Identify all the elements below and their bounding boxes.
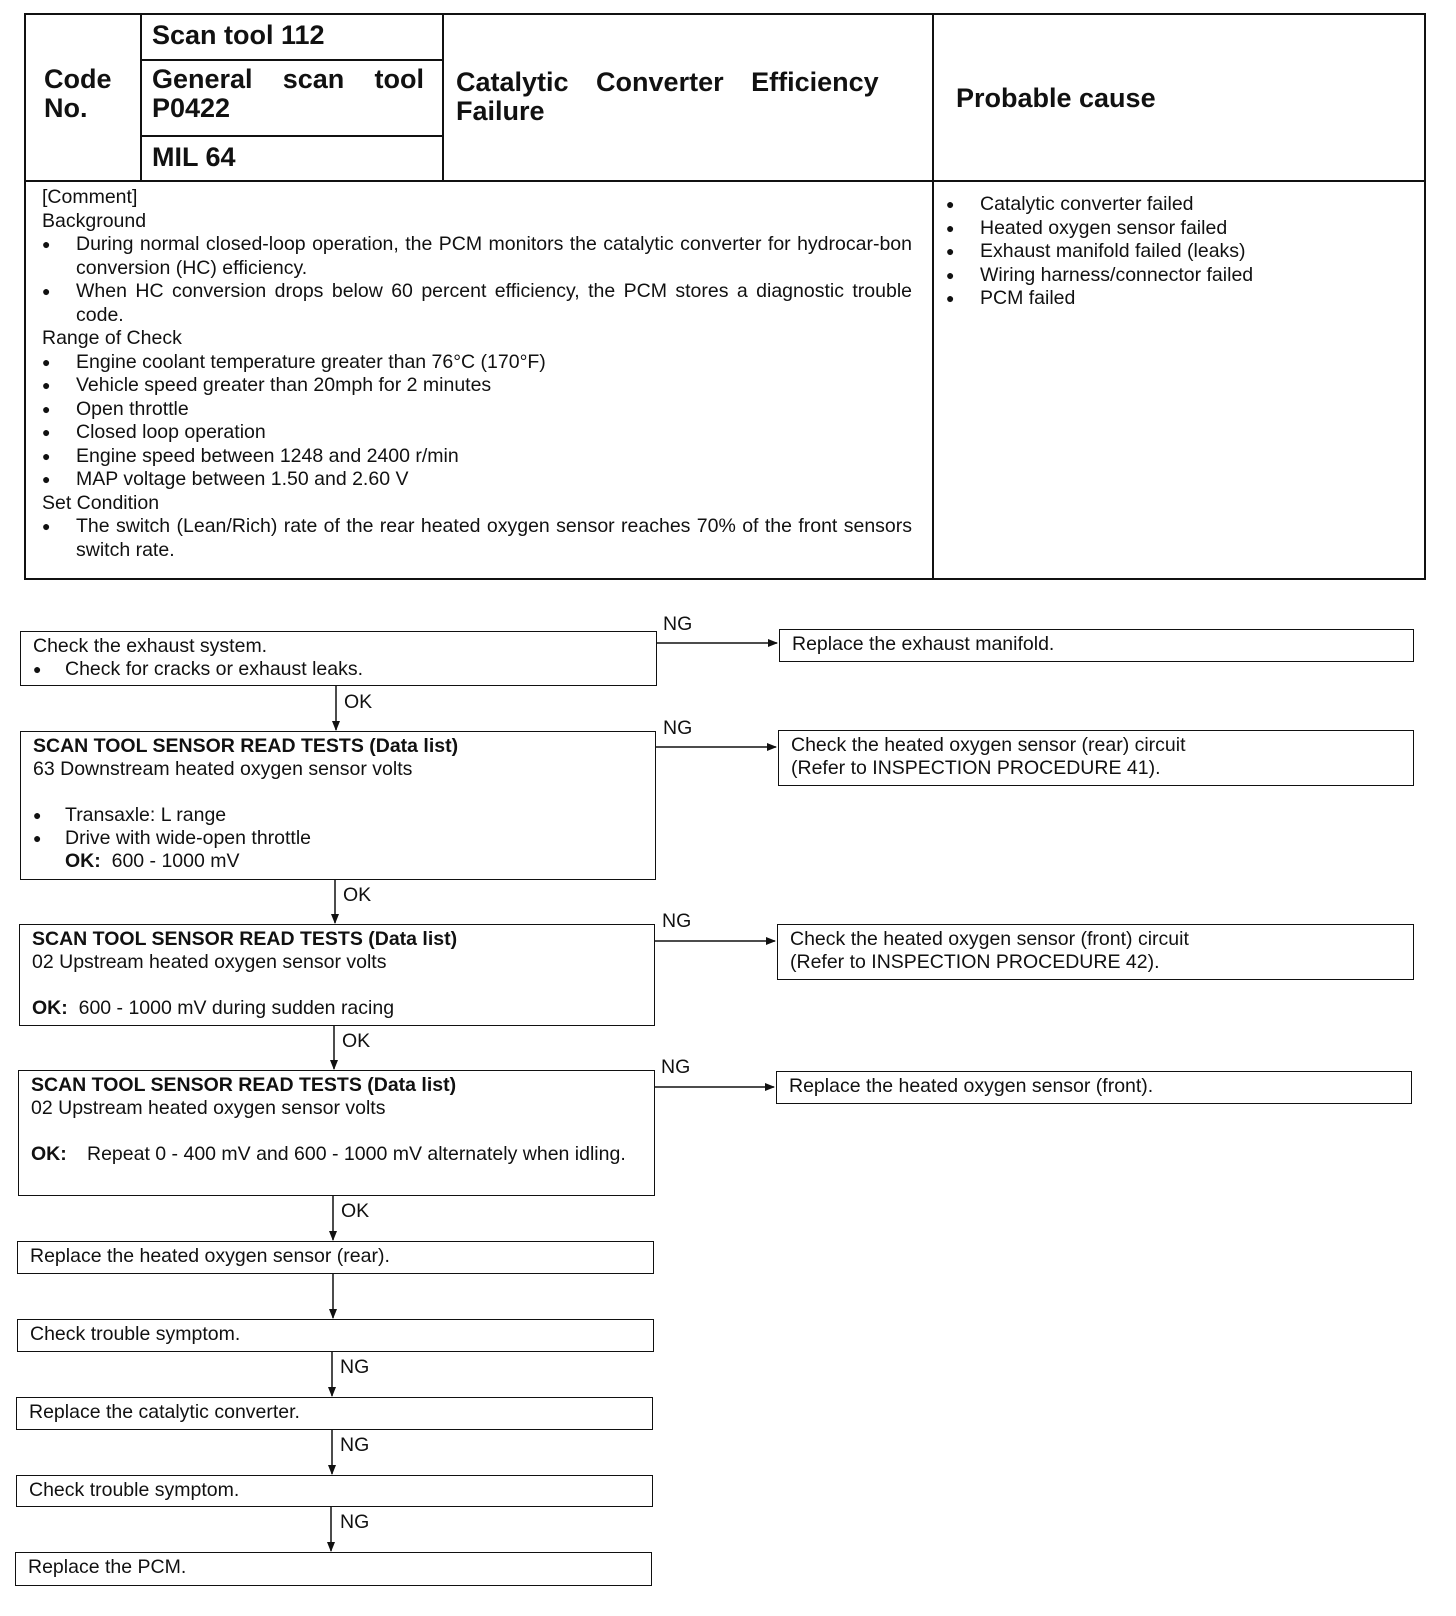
ng-label: NG (340, 1434, 370, 1456)
ng-label: NG (340, 1511, 370, 1533)
result-text: Replace the heated oxygen sensor (front). (789, 1075, 1154, 1097)
range-item: ● Closed loop operation (42, 421, 912, 445)
result-text: Replace the exhaust manifold. (792, 633, 1055, 655)
range-item: ● Engine speed between 1248 and 2400 r/min (42, 445, 912, 469)
mil-code: MIL 64 (152, 142, 236, 172)
ok-criteria (32, 997, 642, 1020)
step-check-trouble-symptom (16, 1475, 653, 1507)
ng-label: NG (663, 717, 693, 739)
result-replace-front-o2-sensor (776, 1071, 1412, 1104)
step-check-trouble-symptom (17, 1319, 654, 1352)
ok-label: OK (342, 1030, 371, 1052)
ok-label: OK (343, 884, 372, 906)
probable-cause-heading: Probable cause (956, 83, 1156, 113)
code-no-label: Code No. (44, 64, 112, 123)
range-item: ● Open throttle (42, 398, 912, 422)
ok-value: 600 - 1000 mV during sudden racing (78, 997, 395, 1019)
ng-label: NG (340, 1356, 370, 1378)
probable-cause-item: ● Heated oxygen sensor failed (946, 217, 1406, 241)
ok-criteria (31, 1143, 642, 1166)
step-text: Replace the PCM. (28, 1556, 187, 1578)
ok-key: OK: (32, 997, 68, 1019)
ok-criteria (33, 850, 643, 873)
ok-key: OK: (31, 1143, 67, 1165)
step-bullet: ● Drive with wide-open throttle (33, 827, 643, 850)
background-item: ● When HC conversion drops below 60 percent efficiency, the PCM stores a diagnostic trouble code. (42, 280, 912, 327)
scan-tool-code: Scan tool 112 (152, 20, 325, 50)
range-of-check-label: Range of Check (42, 327, 182, 349)
step-replace-pcm (15, 1552, 652, 1586)
set-condition-item: ● The switch (Lean/Rich) rate of the rear heated oxygen sensor reaches 70% of the front sensors switch rate. (42, 515, 912, 562)
ok-label: OK (344, 691, 373, 713)
ok-key: OK: (65, 850, 101, 872)
step-text: 63 Downstream heated oxygen sensor volts (33, 758, 413, 780)
range-item: ● Vehicle speed greater than 20mph for 2 minutes (42, 374, 912, 398)
range-item: ● Engine coolant temperature greater than 76°C (170°F) (42, 351, 912, 375)
step-bullet: ● Check for cracks or exhaust leaks. (33, 658, 644, 681)
step-text: Check trouble symptom. (29, 1479, 240, 1501)
step-bullet: ● Transaxle: L range (33, 804, 643, 827)
step-scan-tool-upstream-o2-idle (18, 1070, 655, 1196)
dtc-title: Catalytic Converter Efficiency Failure (456, 67, 879, 126)
step-scan-tool-upstream-o2-racing (19, 924, 655, 1026)
ng-label: NG (663, 613, 693, 635)
step-text: Replace the heated oxygen sensor (rear). (30, 1245, 390, 1267)
result-text: Check the heated oxygen sensor (rear) circuit (791, 734, 1186, 756)
step-replace-catalytic-converter (16, 1397, 653, 1430)
probable-cause-item: ● Exhaust manifold failed (leaks) (946, 240, 1406, 264)
result-reference: (Refer to INSPECTION PROCEDURE 41). (791, 757, 1161, 779)
step-replace-rear-o2-sensor (17, 1241, 654, 1274)
ok-value: Repeat 0 - 400 mV and 600 - 1000 mV alternately when idling. (87, 1143, 626, 1165)
result-text: Check the heated oxygen sensor (front) circuit (790, 928, 1189, 950)
result-reference: (Refer to INSPECTION PROCEDURE 42). (790, 951, 1160, 973)
range-item: ● MAP voltage between 1.50 and 2.60 V (42, 468, 912, 492)
ok-label: OK (341, 1200, 370, 1222)
background-label: Background (42, 209, 147, 232)
step-title: SCAN TOOL SENSOR READ TESTS (Data list) (33, 735, 459, 757)
step-text: Check the exhaust system. (33, 635, 268, 657)
step-text: Replace the catalytic converter. (29, 1401, 300, 1423)
probable-cause-item: ● PCM failed (946, 287, 1406, 311)
background-item: ● During normal closed-loop operation, the PCM monitors the catalytic converter for hydrocar-bon conversion (HC) efficiency. (42, 233, 912, 280)
result-check-rear-o2-circuit (778, 730, 1414, 786)
step-title: SCAN TOOL SENSOR READ TESTS (Data list) (32, 928, 458, 950)
step-scan-tool-downstream-o2 (20, 731, 656, 880)
ok-value: 600 - 1000 mV (111, 850, 240, 872)
step-title: SCAN TOOL SENSOR READ TESTS (Data list) (31, 1074, 457, 1096)
probable-cause-item: ● Catalytic converter failed (946, 193, 1406, 217)
probable-cause-item: ● Wiring harness/connector failed (946, 264, 1406, 288)
result-check-front-o2-circuit (777, 924, 1414, 980)
step-check-exhaust-system (20, 631, 657, 686)
step-text: 02 Upstream heated oxygen sensor volts (32, 951, 387, 973)
step-text: Check trouble symptom. (30, 1323, 241, 1345)
general-scan-tool-code: General scan tool P0422 (152, 64, 424, 123)
set-condition-label: Set Condition (42, 491, 160, 514)
comment-label: [Comment] (42, 186, 138, 208)
result-replace-exhaust-manifold (779, 629, 1414, 662)
step-text: 02 Upstream heated oxygen sensor volts (31, 1097, 386, 1119)
ng-label: NG (661, 1056, 691, 1078)
ng-label: NG (662, 910, 692, 932)
